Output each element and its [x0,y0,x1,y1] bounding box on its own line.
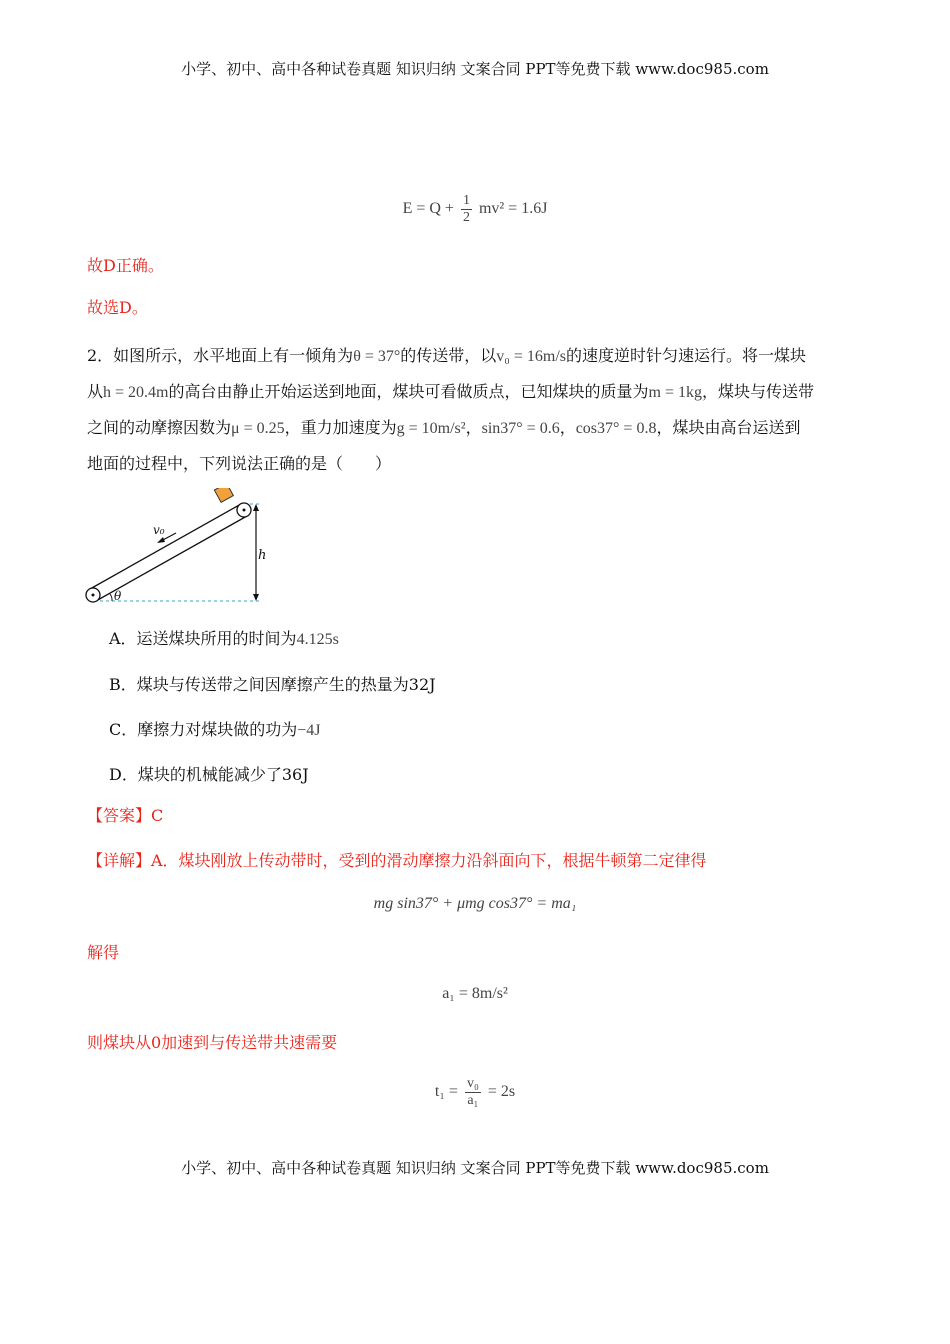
conveyor-figure [84,488,274,610]
question-line-1: 2．如图所示，水平地面上有一倾角为θ = 37°的传送带，以v₀ = 16m/s的速度逆时针匀速运行。将一煤块 [87,346,807,365]
coal-block-icon [214,488,233,502]
question-line-3: 之间的动摩擦因数为μ = 0.25，重力加速度为g = 10m/s²，sin37° = 0.6，cos37° = 0.8，煤块由高台运送到 [87,418,801,437]
solution-detail: 【详解】A．煤块刚放上传动带时，受到的滑动摩擦力沿斜面向下，根据牛顿第二定律得 [87,851,707,870]
h-label: h [258,548,267,563]
g-value: g = 10m/s² [396,420,466,437]
belt-upper-edge [90,504,241,589]
option-c-value: −4J [297,722,321,739]
energy-eq-fraction: $\frac{1}{2}$ [462,193,470,225]
select-d-text: 故选D。 [87,298,148,317]
page-footer: 小学、初中、高中各种试卷真题 知识归纳 文案合同 PPT等免费下载 www.doc985.com [181,1159,769,1177]
v0-value: v₀ = 16m/s [496,348,567,365]
force-equation: mg sin37° + μmg cos37° = ma₁ [373,895,577,912]
energy-eq-left: E = Q + [402,200,454,218]
question-line-2: 从h = 20.4m的高台由静止开始运送到地面，煤块可看做质点，已知煤块的质量为m = 1kg，煤块与传送带 [87,382,814,401]
mu-value: μ = 0.25 [231,420,285,437]
then-text: 则煤块从0加速到与传送带共速需要 [87,1033,338,1052]
answer-text: 【答案】C [87,806,164,825]
time-equation: t₁ = $\frac{\text{v₀}}{\text{a₁}}$ = 2s [434,1076,516,1108]
sin-value: sin37° = 0.6 [481,420,560,437]
option-d: D．煤块的机械能减少了36J [109,765,309,784]
m-value: m = 1kg [648,384,702,401]
option-c: C．摩擦力对煤块做的功为−4J [109,720,321,739]
energy-eq-right: mv² = 1.6J [478,200,548,218]
cos-value: cos37° = 0.8 [575,420,657,437]
option-a-value: 4.125s [296,631,339,648]
theta-label: θ [114,589,122,603]
energy-equation [0,193,950,226]
d-correct-text: 故D正确。 [87,256,164,275]
option-a: A．运送煤块所用的时间为4.125s [109,629,339,648]
question-line-4: 地面的过程中，下列说法正确的是（ ） [87,454,392,473]
theta-value: θ = 37° [353,348,401,365]
solve-text: 解得 [87,943,120,962]
acceleration-equation: a₁ = 8m/s² [442,985,508,1002]
v0-label: v₀ [153,523,165,537]
page-header: 小学、初中、高中各种试卷真题 知识归纳 文案合同 PPT等免费下载 www.doc985.com [181,60,769,78]
option-b: B．煤块与传送带之间因摩擦产生的热量为32J [109,675,436,694]
h-value: h = 20.4m [103,384,169,401]
